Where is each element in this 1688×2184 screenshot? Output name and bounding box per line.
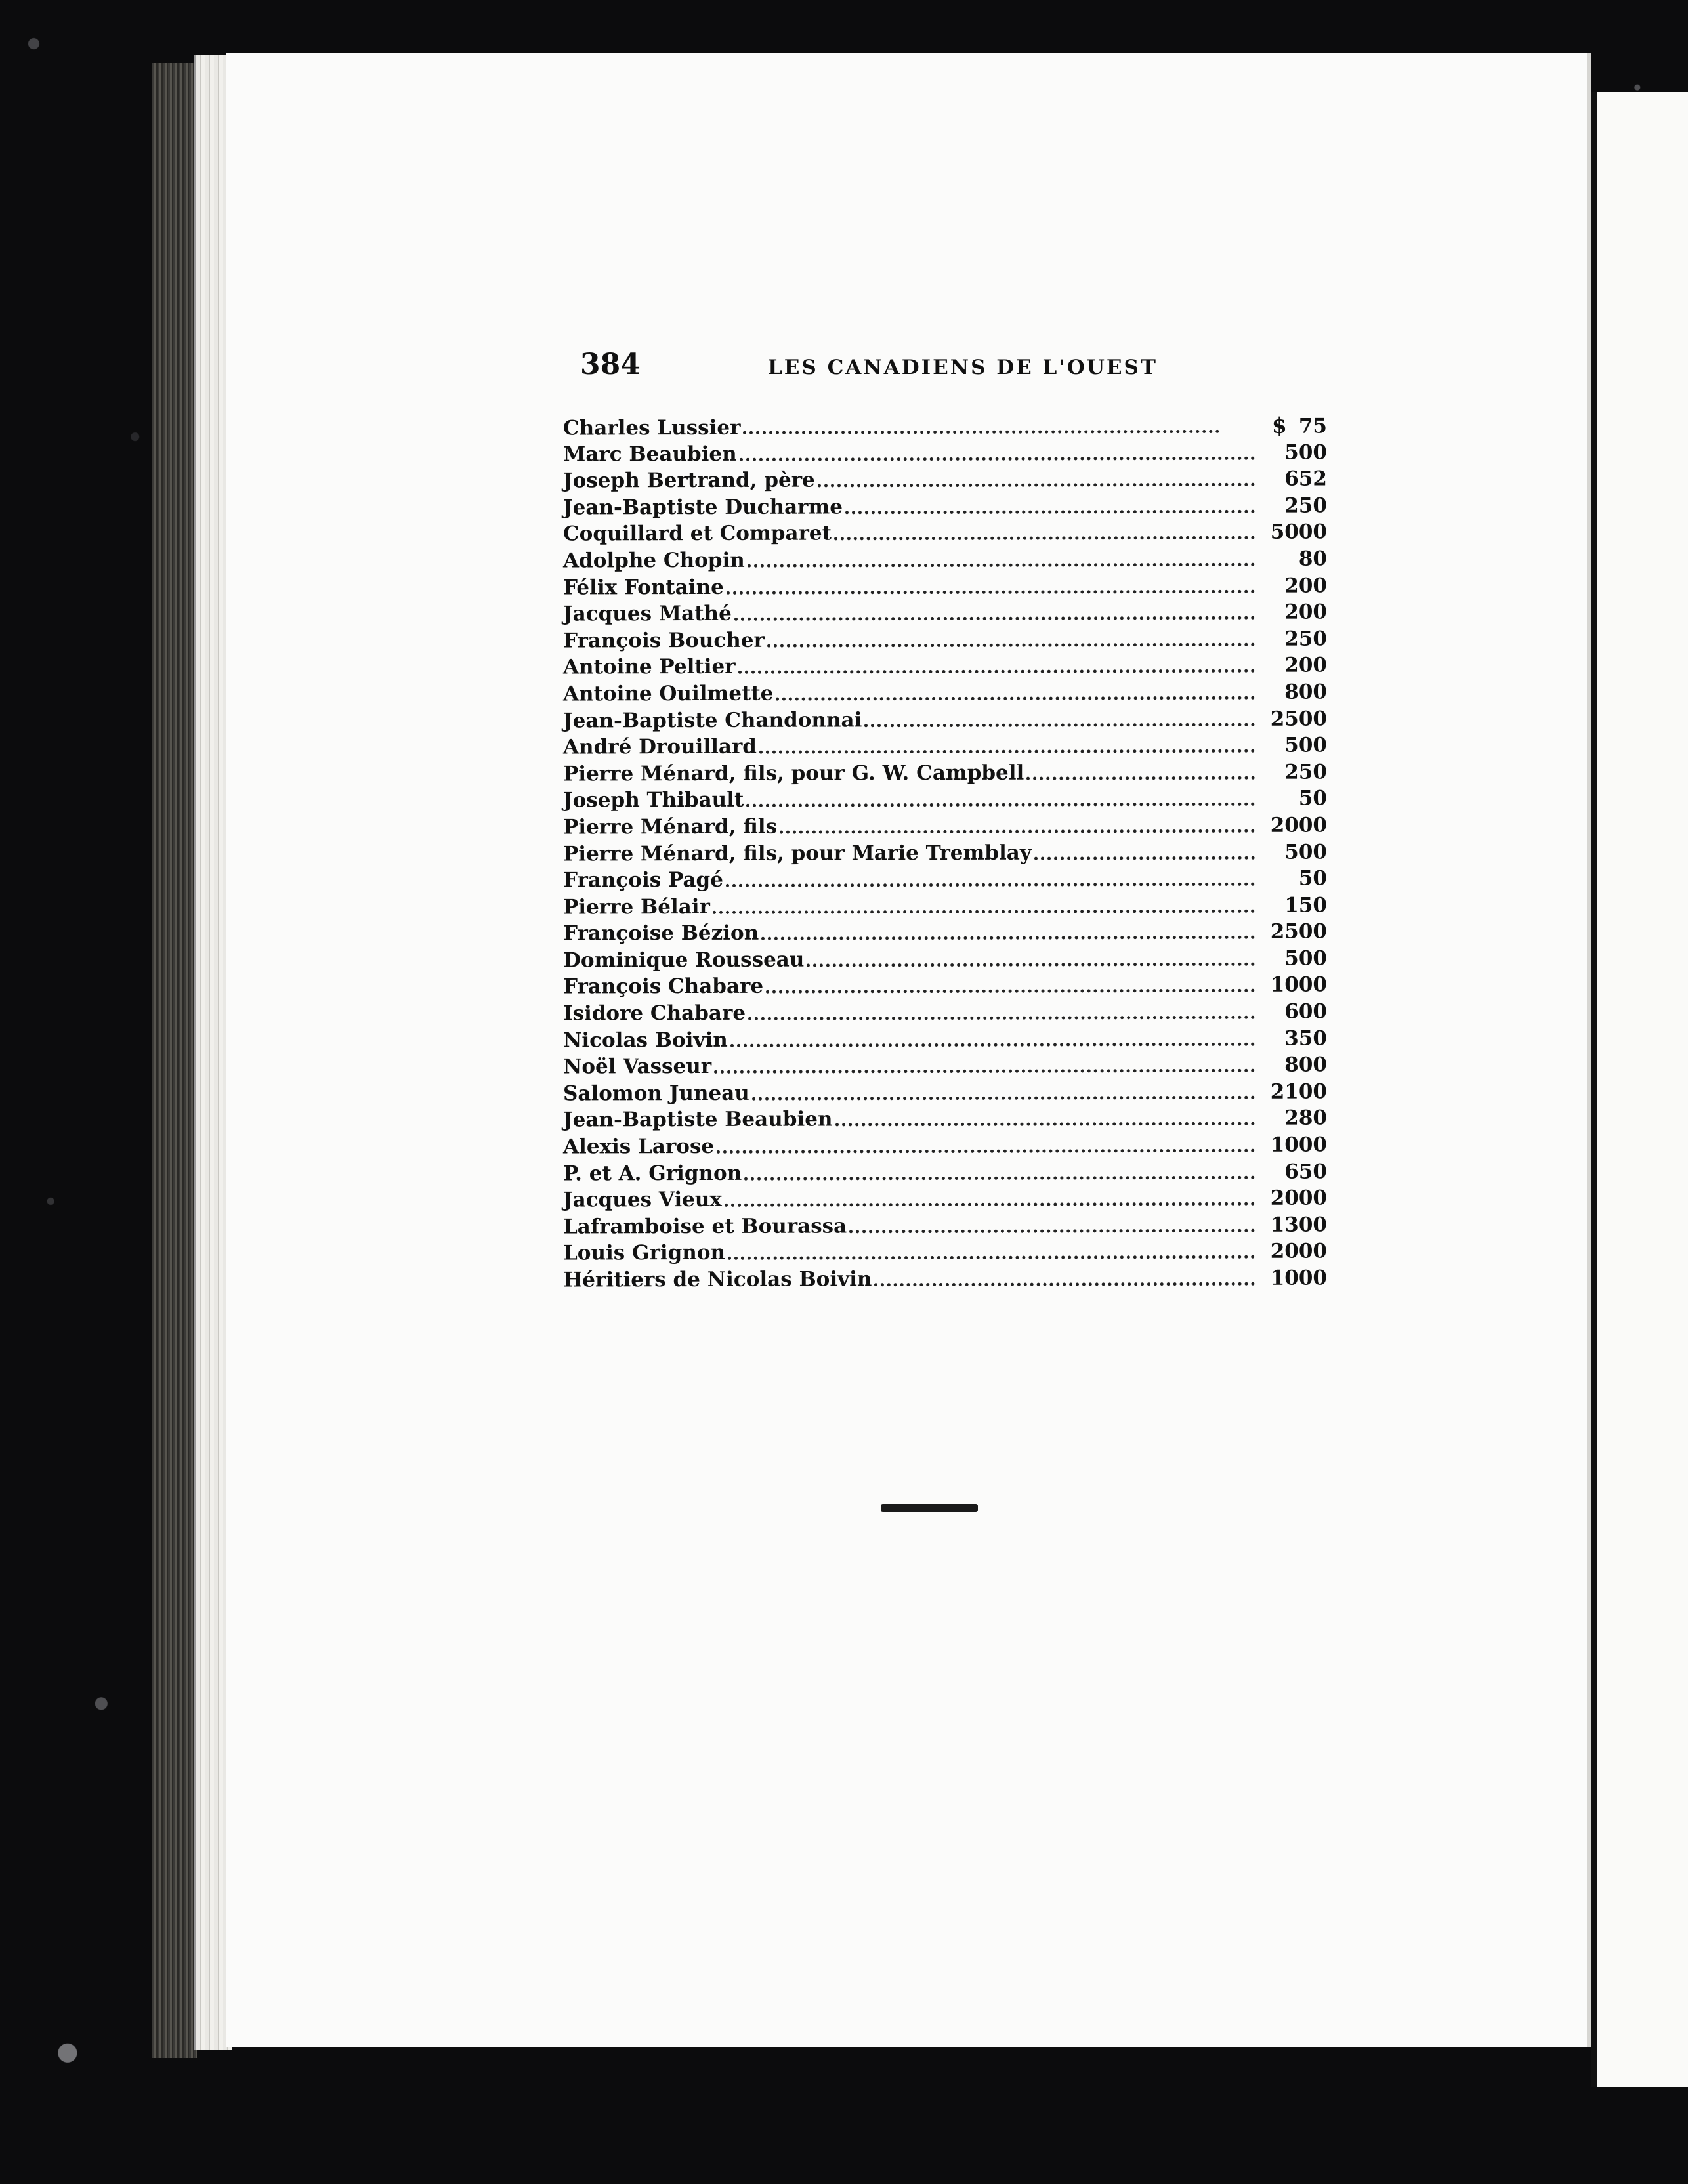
amount-value: 652 — [1284, 467, 1327, 491]
amount-value: 650 — [1284, 1160, 1327, 1184]
running-title: LES CANADIENS DE L'OUEST — [768, 356, 1158, 379]
amount-value: 800 — [1284, 1053, 1327, 1077]
entry-name: Jean-Baptiste Beaubien — [563, 1107, 833, 1132]
list-item — [563, 1132, 1327, 1161]
dot-leader — [728, 1255, 1255, 1260]
entry-amount — [1264, 1158, 1327, 1185]
entry-name: Joseph Bertrand, père — [563, 468, 815, 493]
amount-value: 600 — [1284, 999, 1327, 1024]
amount-value: 80 — [1298, 547, 1327, 571]
end-rule — [881, 1504, 978, 1512]
entry-name: Isidore Chabare — [563, 1001, 746, 1026]
list-item — [563, 492, 1327, 521]
page-number: 384 — [580, 348, 641, 381]
list-item — [563, 1105, 1327, 1134]
amount-value: 2500 — [1270, 919, 1327, 944]
dot-leader — [818, 483, 1255, 488]
entry-amount — [1264, 786, 1327, 812]
entry-name: Adolphe Chopin — [563, 548, 745, 573]
dot-leader — [776, 696, 1255, 700]
entry-name: Charles Lussier — [563, 415, 741, 440]
dot-leader — [748, 563, 1255, 568]
dot-leader — [780, 829, 1255, 833]
entry-amount — [1264, 1265, 1327, 1291]
list-item — [563, 732, 1327, 761]
dot-leader — [740, 456, 1255, 461]
amount-value: 2000 — [1270, 1186, 1327, 1210]
list-item — [563, 759, 1327, 788]
list-item — [563, 1265, 1327, 1293]
dot-leader — [748, 1016, 1255, 1020]
entry-name: Antoine Ouilmette — [563, 681, 774, 706]
dot-leader — [713, 909, 1255, 914]
entry-amount — [1264, 652, 1327, 679]
dot-leader — [734, 616, 1255, 621]
amount-value: 2100 — [1270, 1080, 1327, 1104]
list-item — [563, 919, 1327, 948]
entry-amount — [1264, 732, 1327, 759]
list-item — [563, 519, 1327, 548]
list-item — [563, 705, 1327, 734]
entry-name: Salomon Juneau — [563, 1081, 749, 1106]
entry-amount — [1264, 572, 1327, 598]
dot-leader — [845, 509, 1255, 514]
amount-value: 2500 — [1270, 707, 1327, 731]
entry-name: André Drouillard — [563, 734, 757, 759]
entry-amount — [1264, 839, 1327, 865]
entry-amount — [1264, 519, 1327, 545]
entry-amount — [1264, 439, 1327, 465]
dot-leader — [759, 749, 1255, 754]
list-item — [563, 945, 1327, 974]
list-item — [563, 1211, 1327, 1240]
entry-amount — [1264, 492, 1327, 518]
dot-leader — [767, 642, 1255, 647]
amount-value: 2000 — [1270, 813, 1327, 837]
dot-leader — [835, 1122, 1255, 1127]
entry-name: Jean-Baptiste Ducharme — [563, 495, 843, 520]
amount-value: 800 — [1284, 680, 1327, 704]
entry-amount — [1264, 1025, 1327, 1051]
entry-amount — [1264, 466, 1327, 492]
entry-amount — [1264, 599, 1327, 625]
list-item — [563, 786, 1327, 814]
entry-name: Jean-Baptiste Chandonnai — [563, 707, 862, 733]
amount-value: 1000 — [1270, 1266, 1327, 1290]
entry-amount — [1264, 1211, 1327, 1238]
entry-amount — [1264, 759, 1327, 785]
amount-value: 1300 — [1270, 1213, 1327, 1237]
book-gutter — [152, 63, 197, 2058]
entry-name: François Pagé — [563, 868, 723, 892]
amount-value: 250 — [1284, 627, 1327, 651]
currency-symbol: $ — [1271, 412, 1287, 438]
list-item — [563, 412, 1327, 441]
amount-value: 250 — [1284, 494, 1327, 518]
dot-leader — [864, 723, 1255, 727]
list-item — [563, 545, 1327, 574]
dot-leader — [714, 1069, 1255, 1074]
dot-leader — [738, 669, 1255, 674]
list-item — [563, 812, 1327, 841]
entry-amount — [1264, 1078, 1327, 1104]
entry-name: Françoise Bézion — [563, 921, 759, 946]
entry-name: Pierre Ménard, fils, pour G. W. Campbell — [563, 761, 1024, 786]
dot-leader — [1026, 776, 1255, 780]
amount-value: 200 — [1284, 600, 1327, 624]
page-header — [580, 348, 1158, 394]
list-item — [563, 839, 1327, 868]
amount-value: 500 — [1284, 733, 1327, 757]
entry-amount — [1264, 545, 1327, 572]
dot-leader — [726, 883, 1255, 887]
entry-amount — [1264, 625, 1327, 652]
dot-leader — [743, 430, 1219, 434]
dot-leader — [874, 1282, 1255, 1287]
entry-amount — [1264, 1185, 1327, 1211]
amount-value: 200 — [1284, 574, 1327, 598]
entry-amount — [1264, 1238, 1327, 1265]
entry-amount — [1264, 919, 1327, 945]
entry-name: Laframboise et Bourassa — [563, 1214, 847, 1239]
dot-leader — [807, 962, 1255, 967]
amount-value: 2000 — [1270, 1239, 1327, 1264]
entry-amount — [1264, 945, 1327, 971]
list-item — [563, 679, 1327, 707]
amount-value: 50 — [1298, 866, 1327, 891]
amount-value: 500 — [1284, 839, 1327, 864]
entry-name: P. et A. Grignon — [563, 1161, 742, 1186]
amount-value: 150 — [1284, 893, 1327, 917]
list-item — [563, 892, 1327, 921]
list-item — [563, 1158, 1327, 1187]
entry-name: Dominique Rousseau — [563, 948, 805, 973]
entry-name: Pierre Ménard, fils, pour Marie Tremblay — [563, 841, 1032, 866]
entry-name: Félix Fontaine — [563, 575, 724, 600]
dot-leader — [752, 1095, 1255, 1100]
entry-amount — [1264, 705, 1327, 732]
amount-value: 75 — [1298, 414, 1327, 438]
facing-page-edge — [1591, 92, 1688, 2087]
dot-leader — [746, 803, 1255, 807]
list-item — [563, 439, 1327, 468]
list-item — [563, 572, 1327, 601]
list-item — [563, 466, 1327, 495]
entry-name: François Boucher — [563, 628, 765, 653]
entry-amount — [1229, 412, 1327, 439]
dot-leader — [744, 1175, 1255, 1180]
amount-value: 500 — [1284, 440, 1327, 465]
entry-amount — [1264, 1105, 1327, 1131]
amount-value: 50 — [1298, 786, 1327, 810]
list-item — [563, 1052, 1327, 1081]
entry-amount — [1264, 1132, 1327, 1158]
entry-name: Alexis Larose — [563, 1134, 715, 1159]
entry-amount — [1264, 999, 1327, 1025]
entry-name: François Chabare — [563, 975, 764, 999]
dot-leader — [727, 589, 1255, 594]
amount-value: 280 — [1284, 1106, 1327, 1131]
list-item — [563, 972, 1327, 1001]
dot-leader — [730, 1042, 1255, 1047]
amount-value: 1000 — [1270, 973, 1327, 998]
amount-value: 250 — [1284, 760, 1327, 784]
dot-leader — [717, 1149, 1255, 1154]
list-item — [563, 599, 1327, 628]
entry-amount — [1264, 972, 1327, 998]
entry-name: Coquillard et Comparet — [563, 521, 832, 546]
entry-amount — [1264, 892, 1327, 918]
list-item — [563, 1025, 1327, 1054]
entry-name: Antoine Peltier — [563, 655, 736, 679]
entry-name: Pierre Bélair — [563, 894, 710, 919]
entry-amount — [1264, 679, 1327, 705]
dot-leader — [834, 536, 1255, 541]
amount-value: 1000 — [1270, 1133, 1327, 1157]
amount-value: 500 — [1284, 946, 1327, 971]
entry-name: Héritiers de Nicolas Boivin — [563, 1267, 872, 1292]
amount-value: 350 — [1284, 1026, 1327, 1051]
list-item — [563, 1078, 1327, 1107]
subscription-list — [563, 413, 1327, 1293]
entry-amount — [1264, 812, 1327, 838]
list-item — [563, 625, 1327, 654]
dot-leader — [725, 1202, 1255, 1207]
list-item — [563, 866, 1327, 894]
entry-name: Joseph Thibault — [563, 788, 744, 812]
amount-value: 5000 — [1270, 520, 1327, 545]
entry-name: Louis Grignon — [563, 1241, 726, 1265]
dot-leader — [766, 989, 1255, 994]
entry-name: Pierre Ménard, fils — [563, 814, 778, 839]
entry-name: Jacques Vieux — [563, 1188, 722, 1212]
list-item — [563, 999, 1327, 1028]
entry-amount — [1264, 866, 1327, 892]
entry-name: Jacques Mathé — [563, 602, 732, 626]
entry-name: Nicolas Boivin — [563, 1028, 728, 1053]
amount-value: 200 — [1284, 653, 1327, 677]
list-item — [563, 1238, 1327, 1267]
dot-leader — [1034, 856, 1255, 860]
entry-name: Noël Vasseur — [563, 1055, 712, 1079]
dot-leader — [761, 936, 1255, 940]
dot-leader — [849, 1228, 1255, 1233]
entry-name: Marc Beaubien — [563, 442, 737, 467]
list-item — [563, 652, 1327, 681]
entry-amount — [1264, 1052, 1327, 1078]
list-item — [563, 1185, 1327, 1214]
